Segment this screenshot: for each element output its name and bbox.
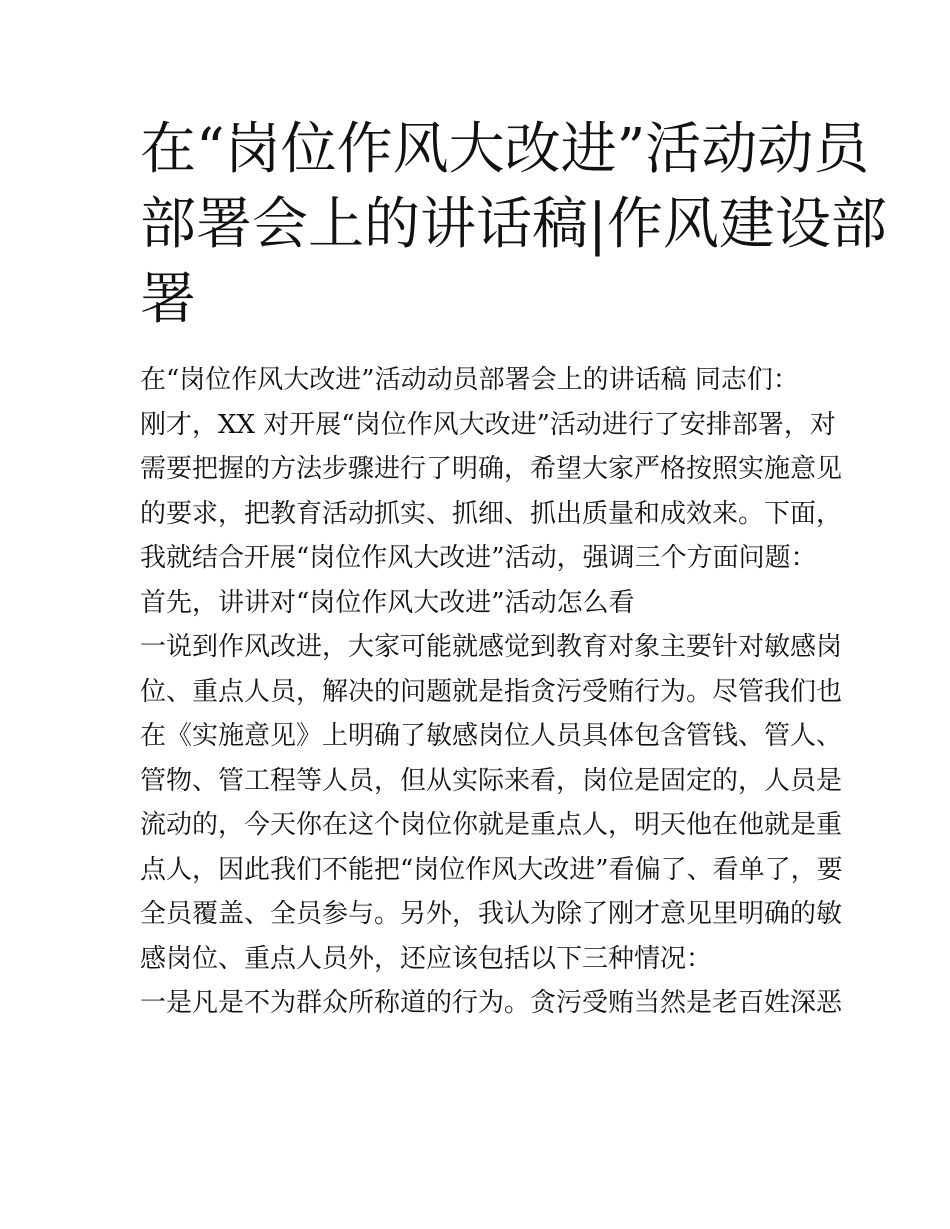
body-line: 一是凡是不为群众所称道的行为。贪污受贿当然是老百姓深恶	[140, 988, 843, 1018]
body-line: 需要把握的方法步骤进行了明确，希望大家严格按照实施意见	[140, 454, 843, 484]
title-line: 署	[140, 267, 196, 332]
body-line: 刚才，XX 对开展“岗位作风大改进”活动进行了安排部署，对	[140, 409, 836, 440]
title-line: 部署会上的讲话稿|作风建设部	[140, 192, 887, 257]
body-line: 感岗位、重点人员外，还应该包括以下三种情况：	[140, 943, 713, 974]
body-line: 流动的，今天你在这个岗位你就是重点人，明天他在他就是重	[140, 810, 843, 840]
body-line: 全员覆盖、全员参与。另外，我认为除了刚才意见里明确的敏	[140, 899, 843, 929]
body-line: 的要求，把教育活动抓实、抓细、抓出质量和成效来。下面，	[140, 498, 843, 529]
section-heading: 首先，讲讲对“岗位作风大改进”活动怎么看	[140, 587, 635, 618]
body-line: 在《实施意见》上明确了敏感岗位人员具体包含管钱、管人、	[140, 721, 843, 751]
document-body	[140, 358, 843, 1026]
body-line: 点人，因此我们不能把“岗位作风大改进”看偏了、看单了，要	[140, 854, 843, 885]
body-line: 位、重点人员，解决的问题就是指贪污受贿行为。尽管我们也	[140, 676, 843, 707]
body-line: 管物、管工程等人员，但从实际来看，岗位是固定的，人员是	[140, 765, 843, 796]
body-line: 一说到作风改进，大家可能就感觉到教育对象主要针对敏感岗	[140, 632, 843, 662]
body-line: 我就结合开展“岗位作风大改进”活动，强调三个方面问题：	[140, 543, 817, 573]
body-line: 在“岗位作风大改进”活动动员部署会上的讲话稿 同志们：	[140, 365, 799, 395]
title-line: 在“岗位作风大改进”活动动员	[140, 117, 870, 182]
document-title	[140, 112, 887, 337]
